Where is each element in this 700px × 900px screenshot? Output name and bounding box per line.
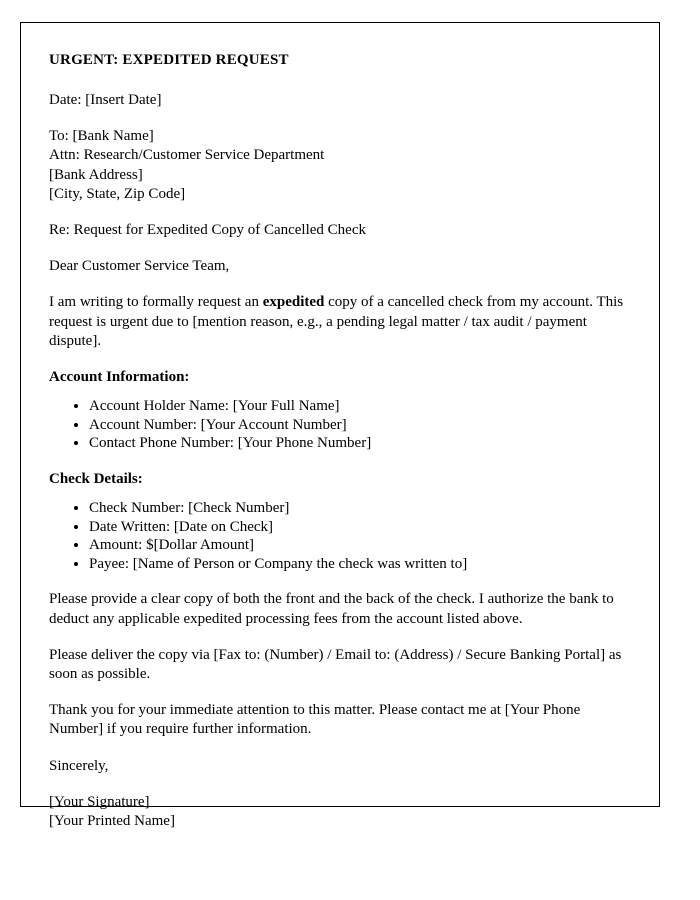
intro-text-part2: copy of a cancelled check from my account. This request is urgent due to [mention reason, e.g., a pending legal matter / tax audit / payment dispute]. <box>49 294 624 349</box>
signature-line: [Your Signature] <box>49 793 150 810</box>
check-details-heading: Check Details: <box>49 470 143 487</box>
list-item: • Amount: $[Dollar Amount] <box>89 536 629 555</box>
document-frame <box>20 22 660 829</box>
document-body <box>21 23 659 831</box>
address-line-to: To: [Bank Name] <box>49 128 154 145</box>
date-line: Date: [Insert Date] <box>49 92 162 108</box>
address-line-street: [Bank Address] <box>49 166 143 183</box>
closing-line: Sincerely, <box>49 757 109 774</box>
account-information-heading: Account Information: <box>49 368 190 385</box>
list-item: • Account Holder Name: [Your Full Name] <box>89 397 629 416</box>
intro-emphasis: expedited <box>262 294 325 311</box>
salutation: Dear Customer Service Team, <box>49 258 230 275</box>
list-item: • Contact Phone Number: [Your Phone Number] <box>89 434 629 453</box>
address-line-attn: Attn: Research/Customer Service Department <box>49 147 325 164</box>
document-title: URGENT: EXPEDITED REQUEST <box>49 52 289 68</box>
intro-paragraph <box>49 293 629 351</box>
address-block <box>49 127 629 204</box>
signature-block <box>49 793 629 831</box>
copy-request-paragraph: Please provide a clear copy of both the front and the back of the check. I authorize the bank to deduct any applicable expedited processing fees from the account listed above. <box>49 591 614 627</box>
list-item: • Date Written: [Date on Check] <box>89 518 629 537</box>
address-line-city: [City, State, Zip Code] <box>49 185 186 202</box>
list-item: • Account Number: [Your Account Number] <box>89 416 629 435</box>
thanks-paragraph: Thank you for your immediate attention to this matter. Please contact me at [Your Phone Number] if you require further information. <box>49 702 581 738</box>
subject-line: Re: Request for Expedited Copy of Cancelled Check <box>49 221 366 238</box>
list-item: • Check Number: [Check Number] <box>89 499 629 518</box>
printed-name-line: [Your Printed Name] <box>49 812 175 829</box>
delivery-paragraph: Please deliver the copy via [Fax to: (Number) / Email to: (Address) / Secure Banking Portal] as soon as possible. <box>49 646 622 682</box>
intro-text-part1: I am writing to formally request an <box>49 294 263 311</box>
check-details-list <box>49 499 629 573</box>
list-item: • Payee: [Name of Person or Company the check was written to] <box>89 555 629 574</box>
account-information-list <box>49 397 629 453</box>
